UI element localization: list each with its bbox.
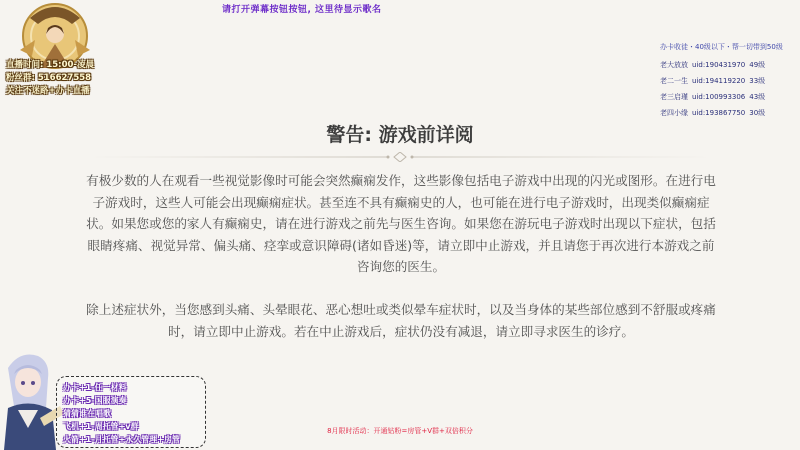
viewer-name: 老二一生 [660, 77, 688, 85]
viewer-row [660, 89, 800, 105]
viewer-uid: uid:193867750 [692, 109, 746, 117]
fan-reward-line: 办卡+5-国服演奏 [63, 396, 127, 405]
warning-paragraph: 除上述症状外，当您感到头痛、头晕眼花、恶心想吐或类似晕车症状时，以及当身体的某些部位感到不舒服或疼痛时，请立即中止游戏。若在中止游戏后，症状仍没有减退，请立即寻求医生的诊疗。 [86, 302, 716, 339]
streamer-panel [0, 0, 112, 96]
viewer-list-header: 办卡收徒・40级以下・帮一切带到50级 [660, 43, 783, 51]
viewer-list [660, 42, 800, 121]
follow-note: 关注不迷路+办卡直播 [6, 86, 90, 96]
viewer-level: 33级 [749, 77, 766, 85]
ornament-divider [88, 152, 712, 162]
viewer-row [660, 105, 800, 121]
viewer-uid: uid:100993306 [692, 93, 746, 101]
fan-reward-line: 飞机+1-周托管+v群 [63, 422, 139, 431]
viewer-level: 30级 [749, 109, 766, 117]
viewer-row [660, 73, 800, 89]
fan-reward-box [56, 376, 206, 448]
fan-reward-line: 猜猜谁在唱歌 [63, 409, 111, 418]
viewer-level: 43级 [749, 93, 766, 101]
viewer-name: 老大放放 [660, 61, 688, 69]
viewer-level: 49级 [749, 61, 766, 69]
viewer-name: 老三启瑾 [660, 93, 688, 101]
fan-reward-line: 办卡+1-任一材料 [63, 383, 127, 392]
fan-group: 粉丝群: 516627558 [6, 73, 92, 83]
viewer-uid: uid:194119220 [692, 77, 746, 85]
viewer-name: 老四小缘 [660, 109, 688, 117]
warning-paragraph: 有极少数的人在观看一些视觉影像时可能会突然癫痫发作，这些影像包括电子游戏中出现的闪光或图形。在进行电子游戏时，这些人可能会出现癫痫症状。甚至连不具有癫痫史的人，也可能在进行电子游戏时，出现类似癫痫症状。如果您或您的家人有癫痫史，请在进行游戏之前先与医生咨询。如果您在游玩电子游戏时出现以下症状，包括眼睛疼痛、视觉异常、偏头痛、痉挛或意识障碍(诸如昏迷)等，请立即中止游戏，并且请您于再次进行本游戏之前咨询您的医生。 [86, 173, 716, 274]
viewer-row [660, 57, 800, 73]
event-text: 8月限时活动：开通钻粉=房管+V群+双倍积分 [327, 427, 473, 435]
viewer-uid: uid:190431970 [692, 61, 746, 69]
stream-time: 直播时间: 15:00-凌晨 [6, 60, 94, 70]
warning-title: 警告: 游戏前详阅 [326, 124, 474, 146]
top-notice: 请打开弹幕按钮按钮, 这里待显示歌名 [222, 5, 382, 15]
warning-body [86, 170, 716, 364]
fan-reward-line: 火箭+1-月托管+永久管理+房管 [63, 435, 180, 444]
